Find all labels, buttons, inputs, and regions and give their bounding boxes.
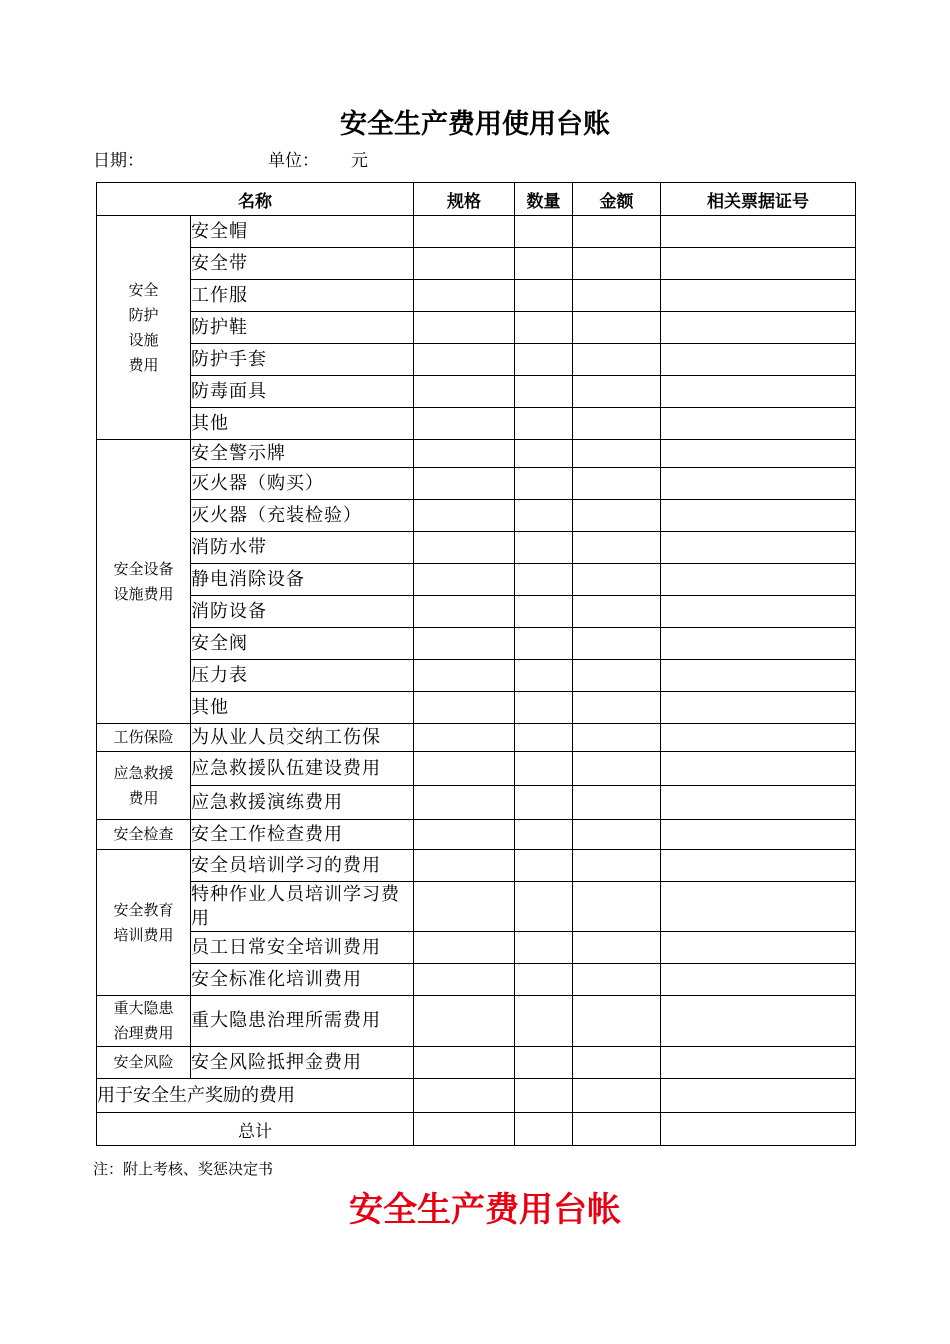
table-row	[97, 786, 856, 820]
cell-amount	[573, 628, 661, 660]
header-qty: 数量	[515, 183, 573, 216]
table-row	[97, 468, 856, 500]
cell-amount	[573, 532, 661, 564]
cell-qty	[515, 786, 573, 820]
cell-invoice	[661, 932, 856, 964]
cell-qty	[515, 996, 573, 1047]
cell-amount	[573, 660, 661, 692]
category-label: 安全风险	[97, 1047, 191, 1079]
category-label: 安全教育 培训费用	[97, 850, 191, 996]
cell-spec	[414, 280, 515, 312]
cell-qty	[515, 724, 573, 752]
cell-qty	[515, 216, 573, 248]
cell-qty	[515, 312, 573, 344]
cell-amount	[573, 216, 661, 248]
unit-value: 元	[351, 151, 368, 171]
header-invoice: 相关票据证号	[661, 183, 856, 216]
cell-amount	[573, 820, 661, 850]
item-name: 安全带	[191, 248, 414, 280]
cell-qty	[515, 882, 573, 932]
item-name: 安全警示牌	[191, 440, 414, 468]
table-row	[97, 882, 856, 932]
expense-ledger-table	[96, 182, 856, 1146]
cell-qty	[515, 932, 573, 964]
total-row-label: 总计	[97, 1113, 414, 1146]
cell-spec	[414, 882, 515, 932]
cell-spec	[414, 692, 515, 724]
footer-title: 安全生产费用台帐	[349, 1190, 621, 1230]
cell-spec	[414, 724, 515, 752]
table-row	[97, 248, 856, 280]
item-name: 工作服	[191, 280, 414, 312]
cell-qty	[515, 752, 573, 786]
cell-invoice	[661, 248, 856, 280]
award-row-label: 用于安全生产奖励的费用	[97, 1079, 414, 1113]
cell-qty	[515, 850, 573, 882]
cell-qty	[515, 564, 573, 596]
cell-amount	[573, 692, 661, 724]
cell-qty	[515, 500, 573, 532]
header-spec: 规格	[414, 183, 515, 216]
table-row	[97, 996, 856, 1047]
cell-amount	[573, 440, 661, 468]
cell-qty	[515, 408, 573, 440]
item-name: 灭火器（购买）	[191, 468, 414, 500]
cell-invoice	[661, 752, 856, 786]
category-label: 安全 防护 设施 费用	[97, 216, 191, 440]
cell-amount	[573, 1047, 661, 1079]
table-row	[97, 964, 856, 996]
cell-invoice	[661, 660, 856, 692]
item-name: 应急救援演练费用	[191, 786, 414, 820]
date-label: 日期：	[93, 151, 144, 171]
cell-spec	[414, 500, 515, 532]
cell-spec	[414, 996, 515, 1047]
cell-invoice	[661, 532, 856, 564]
cell-amount	[573, 932, 661, 964]
header-amount: 金额	[573, 183, 661, 216]
item-name: 为从业人员交纳工伤保	[191, 724, 414, 752]
cell-amount	[573, 500, 661, 532]
item-name: 防护鞋	[191, 312, 414, 344]
item-name: 安全帽	[191, 216, 414, 248]
item-name: 其他	[191, 408, 414, 440]
cell-invoice	[661, 596, 856, 628]
table-row	[97, 596, 856, 628]
item-name: 特种作业人员培训学习费用	[191, 882, 414, 932]
cell-invoice	[661, 500, 856, 532]
cell-qty	[515, 1113, 573, 1146]
cell-spec	[414, 532, 515, 564]
cell-invoice	[661, 692, 856, 724]
cell-amount	[573, 596, 661, 628]
cell-spec	[414, 752, 515, 786]
table-row	[97, 850, 856, 882]
cell-invoice	[661, 312, 856, 344]
item-name: 安全工作检查费用	[191, 820, 414, 850]
table-row	[97, 932, 856, 964]
cell-spec	[414, 376, 515, 408]
cell-qty	[515, 376, 573, 408]
cell-invoice	[661, 376, 856, 408]
item-name: 其他	[191, 692, 414, 724]
cell-amount	[573, 724, 661, 752]
item-name: 压力表	[191, 660, 414, 692]
cell-invoice	[661, 1113, 856, 1146]
table-row	[97, 724, 856, 752]
cell-spec	[414, 408, 515, 440]
cell-qty	[515, 440, 573, 468]
cell-qty	[515, 596, 573, 628]
cell-amount	[573, 964, 661, 996]
cell-qty	[515, 468, 573, 500]
category-label: 重大隐患 治理费用	[97, 996, 191, 1047]
cell-spec	[414, 820, 515, 850]
table-row	[97, 280, 856, 312]
cell-qty	[515, 532, 573, 564]
cell-invoice	[661, 564, 856, 596]
cell-spec	[414, 248, 515, 280]
cell-amount	[573, 280, 661, 312]
cell-qty	[515, 820, 573, 850]
table-row	[97, 1113, 856, 1146]
item-name: 防毒面具	[191, 376, 414, 408]
table-row	[97, 500, 856, 532]
table-row	[97, 216, 856, 248]
table-row	[97, 376, 856, 408]
table-row	[97, 440, 856, 468]
category-label: 安全设备 设施费用	[97, 440, 191, 724]
cell-spec	[414, 312, 515, 344]
cell-invoice	[661, 882, 856, 932]
item-name: 防护手套	[191, 344, 414, 376]
cell-amount	[573, 996, 661, 1047]
item-name: 应急救援队伍建设费用	[191, 752, 414, 786]
cell-invoice	[661, 724, 856, 752]
cell-spec	[414, 786, 515, 820]
cell-spec	[414, 596, 515, 628]
cell-spec	[414, 1047, 515, 1079]
ledger-body	[97, 216, 856, 1146]
cell-amount	[573, 1113, 661, 1146]
cell-invoice	[661, 440, 856, 468]
item-name: 安全标准化培训费用	[191, 964, 414, 996]
cell-qty	[515, 628, 573, 660]
table-row	[97, 564, 856, 596]
cell-invoice	[661, 964, 856, 996]
cell-amount	[573, 786, 661, 820]
item-name: 安全员培训学习的费用	[191, 850, 414, 882]
cell-invoice	[661, 820, 856, 850]
cell-amount	[573, 468, 661, 500]
table-row	[97, 312, 856, 344]
cell-invoice	[661, 628, 856, 660]
cell-qty	[515, 1079, 573, 1113]
table-row	[97, 692, 856, 724]
cell-spec	[414, 468, 515, 500]
cell-spec	[414, 850, 515, 882]
table-row	[97, 344, 856, 376]
table-row	[97, 1047, 856, 1079]
table-row	[97, 532, 856, 564]
cell-amount	[573, 1079, 661, 1113]
cell-qty	[515, 692, 573, 724]
unit-label: 单位：	[268, 151, 319, 171]
cell-invoice	[661, 786, 856, 820]
cell-invoice	[661, 216, 856, 248]
cell-qty	[515, 964, 573, 996]
table-row	[97, 408, 856, 440]
table-row	[97, 752, 856, 786]
cell-spec	[414, 932, 515, 964]
item-name: 灭火器（充装检验）	[191, 500, 414, 532]
item-name: 重大隐患治理所需费用	[191, 996, 414, 1047]
footnote: 注：附上考核、奖惩决定书	[93, 1160, 274, 1178]
category-label: 应急救援 费用	[97, 752, 191, 820]
table-row	[97, 660, 856, 692]
cell-invoice	[661, 1047, 856, 1079]
cell-spec	[414, 628, 515, 660]
cell-amount	[573, 376, 661, 408]
cell-qty	[515, 344, 573, 376]
item-name: 安全风险抵押金费用	[191, 1047, 414, 1079]
page-title: 安全生产费用使用台账	[340, 109, 610, 140]
cell-amount	[573, 312, 661, 344]
cell-invoice	[661, 280, 856, 312]
cell-invoice	[661, 996, 856, 1047]
header-row	[97, 183, 856, 216]
cell-spec	[414, 564, 515, 596]
cell-invoice	[661, 344, 856, 376]
cell-qty	[515, 280, 573, 312]
cell-invoice	[661, 468, 856, 500]
cell-amount	[573, 882, 661, 932]
table-row	[97, 820, 856, 850]
cell-amount	[573, 850, 661, 882]
cell-spec	[414, 1079, 515, 1113]
cell-invoice	[661, 408, 856, 440]
item-name: 消防设备	[191, 596, 414, 628]
cell-spec	[414, 344, 515, 376]
cell-amount	[573, 344, 661, 376]
item-name: 安全阀	[191, 628, 414, 660]
cell-spec	[414, 216, 515, 248]
cell-amount	[573, 564, 661, 596]
cell-qty	[515, 1047, 573, 1079]
category-label: 工伤保险	[97, 724, 191, 752]
table-row	[97, 1079, 856, 1113]
cell-amount	[573, 408, 661, 440]
cell-spec	[414, 1113, 515, 1146]
cell-spec	[414, 440, 515, 468]
category-label: 安全检查	[97, 820, 191, 850]
cell-spec	[414, 660, 515, 692]
cell-amount	[573, 248, 661, 280]
header-name: 名称	[97, 183, 414, 216]
cell-spec	[414, 964, 515, 996]
table-row	[97, 628, 856, 660]
cell-invoice	[661, 1079, 856, 1113]
cell-qty	[515, 660, 573, 692]
item-name: 员工日常安全培训费用	[191, 932, 414, 964]
item-name: 消防水带	[191, 532, 414, 564]
cell-invoice	[661, 850, 856, 882]
cell-amount	[573, 752, 661, 786]
cell-qty	[515, 248, 573, 280]
item-name: 静电消除设备	[191, 564, 414, 596]
